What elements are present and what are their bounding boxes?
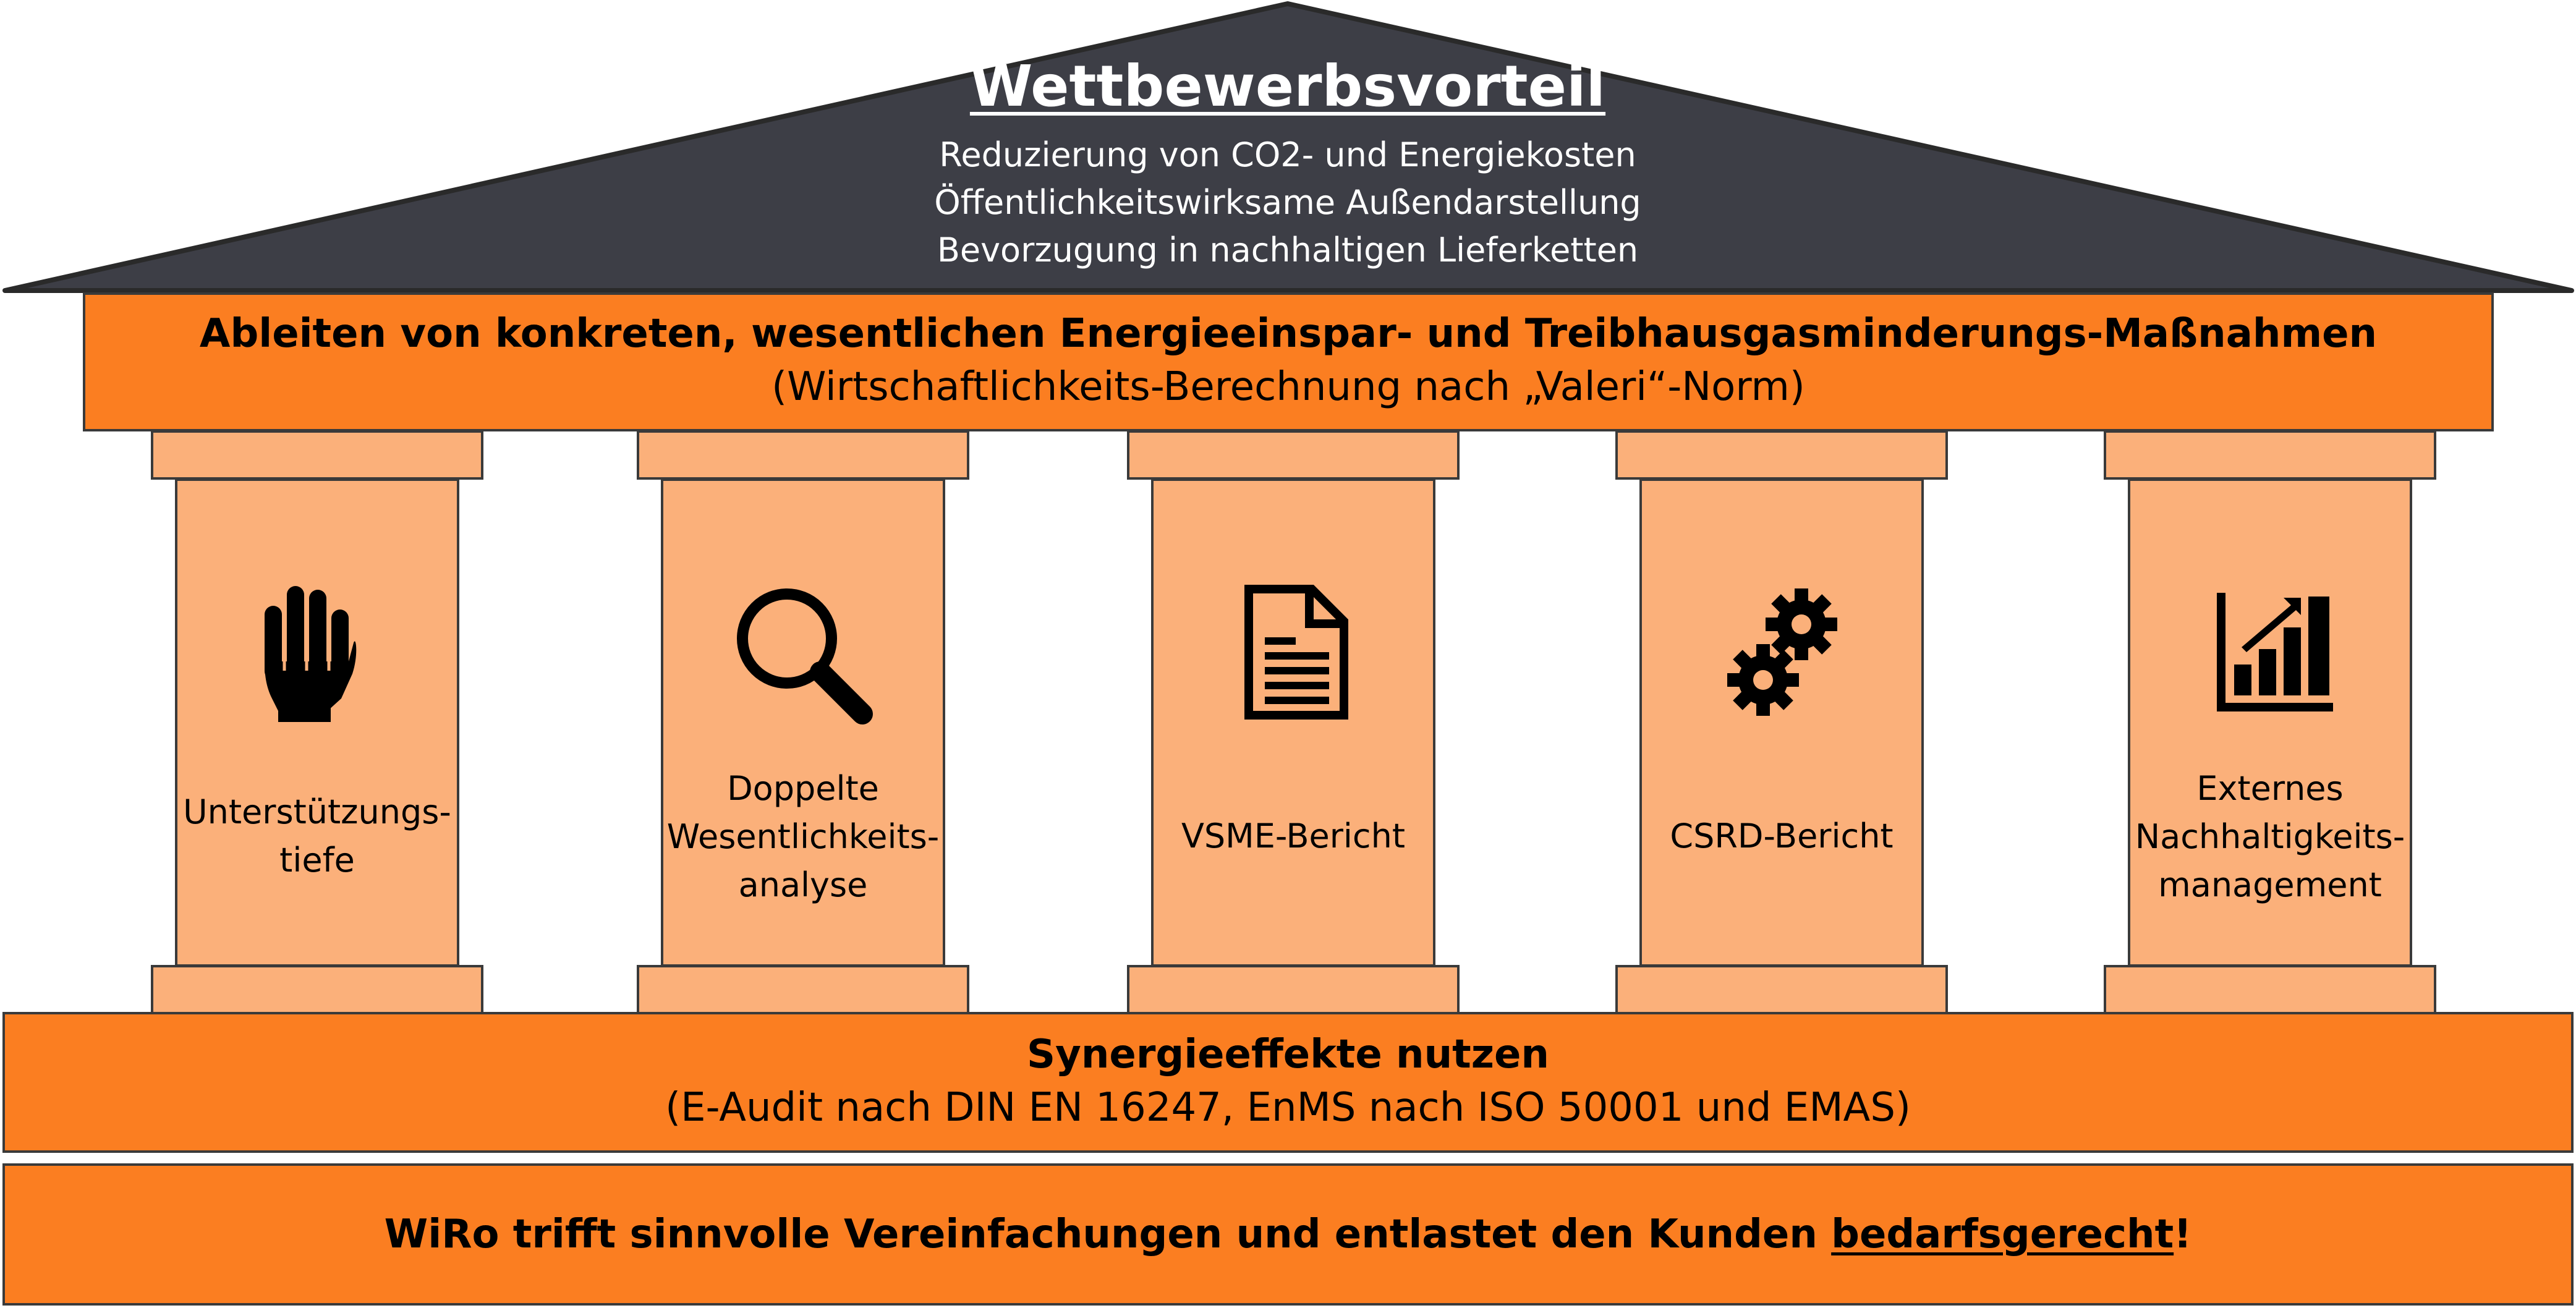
ground-text-underlined: bedarfsgerecht (1831, 1212, 2174, 1257)
pillar-3-label: VSME-Bericht (1181, 817, 1406, 856)
pillar-5-label: Externes Nachhaltigkeits- management (2135, 769, 2405, 904)
ground (2, 1163, 2574, 1306)
roof-line-3: Bevorzugung in nachhaltigen Lieferketten (937, 231, 1639, 270)
pillar-3-shaft (1151, 478, 1435, 967)
pillar-4-label: CSRD-Bericht (1670, 817, 1894, 856)
growth-chart-icon (2214, 590, 2335, 714)
pillar-2-base (637, 965, 969, 1014)
pillar-1-base (151, 965, 483, 1014)
pillar-5-base (2104, 965, 2436, 1014)
magnifier-icon (733, 584, 875, 726)
beam (83, 292, 2494, 431)
roof-line-2: Öffentlichkeitswirksame Außendarstellung (934, 183, 1641, 222)
pillar-2-label: Doppelte Wesentlichkeits- analyse (666, 769, 940, 904)
document-icon (1244, 584, 1349, 720)
foundation (2, 1012, 2574, 1153)
foundation-subtitle: (E-Audit nach DIN EN 16247, EnMS nach ISO 50001 und EMAS) (665, 1085, 1911, 1131)
pillar-2-capital (637, 430, 969, 480)
beam-subtitle: (Wirtschaftlichkeits-Berechnung nach „Valeri“-Norm) (772, 364, 1805, 410)
pillar-1-label: Unterstützungs- tiefe (183, 792, 451, 880)
ground-text: WiRo trifft sinnvolle Vereinfachungen und entlastet den Kunden bedarfsgerecht! (384, 1212, 2192, 1257)
pillar-4-capital (1615, 430, 1948, 480)
roof-line-1: Reduzierung von CO2- und Energiekosten (939, 135, 1636, 174)
pillar-3-capital (1127, 430, 1460, 480)
roof-title: Wettbewerbsvorteil (969, 53, 1606, 119)
foundation-title: Synergieeffekte nutzen (1027, 1032, 1549, 1077)
pillar-4-base (1615, 965, 1948, 1014)
pillar-1-capital (151, 430, 483, 480)
pillar-5-capital (2104, 430, 2436, 480)
beam-title: Ableiten von konkreten, wesentlichen Energieeinspar- und Treibhausgasminderungs-Maßnahmen (199, 311, 2378, 357)
hand-icon (260, 581, 359, 723)
gears-icon (1725, 584, 1842, 723)
pillar-3-base (1127, 965, 1460, 1014)
